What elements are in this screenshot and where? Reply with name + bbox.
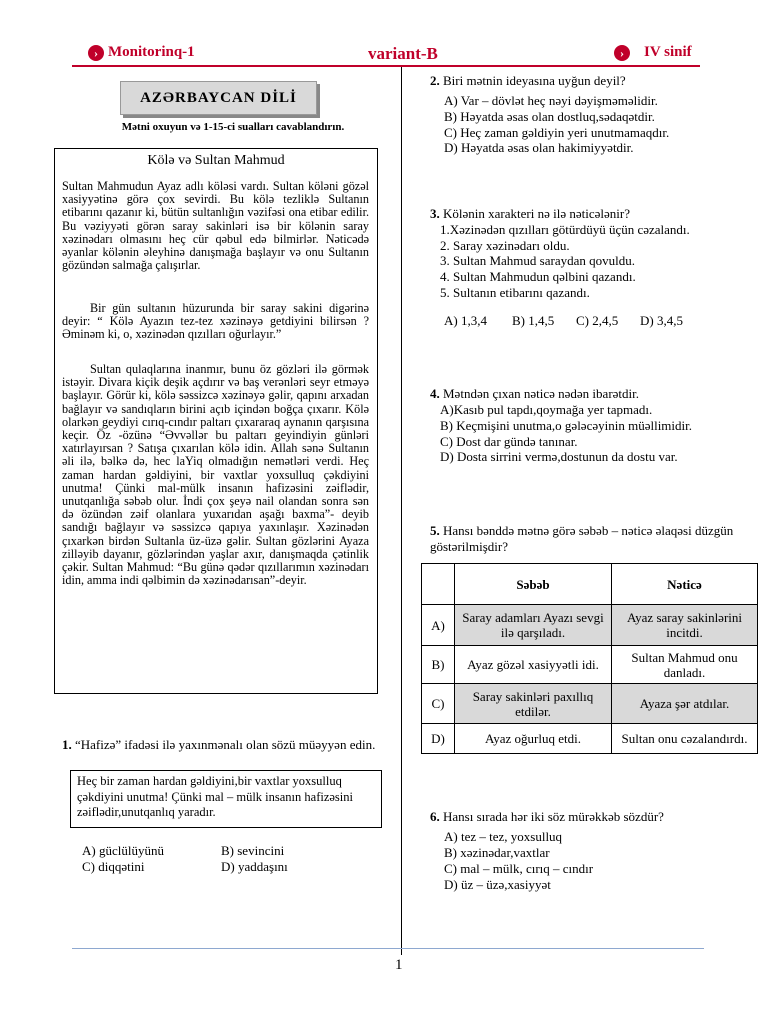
table-header-effect: Nəticə	[612, 564, 758, 605]
question-2: 2. Biri mətnin ideyasına uyğun deyil?	[430, 73, 626, 88]
question-number: 3	[430, 206, 437, 221]
story-paragraph-3	[62, 363, 369, 587]
effect-cell: Ayaz saray sakinlərini incitdi.	[612, 605, 758, 646]
question-5: 5. Hansı bənddə mətnə görə səbəb – nəticə əlaqəsi düzgün göstərilmişdir?	[430, 523, 734, 554]
story-box	[54, 148, 378, 694]
header-center: variant-B	[368, 44, 438, 63]
question-3: 3. Kölənin xarakteri nə ilə nəticələnir?	[430, 206, 630, 221]
story-paragraph-1	[62, 180, 369, 272]
question-text: “Hafizə” ifadəsi ilə yaxınmənalı olan sözü müəyyən edin.	[75, 737, 376, 752]
table-row[interactable]	[422, 684, 758, 724]
list-item: 1.Xəzinədən qızılları götürdüyü üçün cəzalandı.	[440, 222, 690, 237]
list-item: 5. Sultanın etibarını qazandı.	[440, 285, 590, 300]
table-row[interactable]	[422, 724, 758, 754]
table-row[interactable]	[422, 605, 758, 646]
story-title: Kölə və Sultan Mahmud	[147, 153, 285, 168]
row-label: A)	[422, 605, 455, 646]
question-text: Mətndən çıxan nəticə nədən ibarətdir.	[443, 386, 640, 401]
column-divider	[401, 67, 402, 955]
question-number: 1	[62, 737, 69, 752]
option-d[interactable]: D) Dosta sirrini vermə,dostunun da dostu var.	[440, 449, 678, 464]
footer-divider	[72, 948, 704, 949]
subject-title: AZƏRBAYCAN DİLİ	[120, 81, 317, 115]
table-row[interactable]	[422, 646, 758, 684]
option-d[interactable]: D) yaddaşını	[221, 859, 288, 874]
page-number: 1	[395, 957, 403, 973]
cause-cell: Saray adamları Ayazı sevgi ilə qarşıladı.	[455, 605, 612, 646]
row-label: D)	[422, 724, 455, 754]
option-c[interactable]: C) Heç zaman gəldiyin yeri unutmamaqdır.	[444, 125, 670, 140]
row-label: B)	[422, 646, 455, 684]
option-a[interactable]: A)Kasıb pul tapdı,qoymağa yer tapmadı.	[440, 402, 653, 417]
option-d[interactable]: D) Həyatda əsas olan hakimiyyətdir.	[444, 140, 634, 155]
cause-cell: Ayaz gözəl xasiyyətli idi.	[455, 646, 612, 684]
question-text: Hansı bənddə mətnə görə səbəb – nəticə əlaqəsi düzgün göstərilmişdir?	[430, 523, 734, 554]
question-number: 6	[430, 809, 437, 824]
option-b[interactable]: B) xəzinədar,vaxtlar	[444, 845, 550, 860]
question-1: 1. “Hafizə” ifadəsi ilə yaxınmənalı olan sözü müəyyən edin.	[62, 737, 376, 752]
paragraph-text: Sultan Mahmudun Ayaz adlı köləsi vardı. Sultan köləni gözəl xasiyyətinə görə çox sevirdi. Bu kölə tezliklə Sultanın etibarını qazanır ki, bütün sultanlığın vəzifəsi ona etibar edilir. Bu vəziyyəti görən saray sakinləri isə bir kölənin saray xəzinədarı olmasını heç cür qəbul edə bilmirlər. Nəticədə əyanlar kölənin əleyhinə danışmağa başlayır və onu Sultanın gözündən salmağa çalışırlar.	[62, 179, 369, 273]
arrow-right-icon: ›	[614, 45, 630, 61]
option-c[interactable]: C) 2,4,5	[576, 313, 619, 328]
option-b[interactable]: B) sevincini	[221, 843, 285, 858]
option-b[interactable]: B) Keçmişini unutma,o gələcəyinin müəllimidir.	[440, 418, 693, 433]
option-a[interactable]: A) Var – dövlət heç nəyi dəyişməməlidir.	[444, 93, 658, 108]
arrow-right-icon: ›	[88, 45, 104, 61]
option-d[interactable]: D) 3,4,5	[640, 313, 683, 328]
option-a[interactable]: A) 1,3,4	[444, 313, 487, 328]
option-b[interactable]: B) 1,4,5	[512, 313, 555, 328]
table-header-empty	[422, 564, 455, 605]
option-a[interactable]: A) güclülüyünü	[82, 843, 164, 858]
header-left: Monitorinq-1	[108, 44, 195, 60]
quote-text: Heç bir zaman hardan gəldiyini,bir vaxtlar yoxsulluq çəkdiyini unutma! Çünki mal – mülk insanın hafizəsini zəiflədir,unutqanlıq yaradır.	[77, 774, 353, 819]
option-c[interactable]: C) Dost dar gündə tanınar.	[440, 434, 578, 449]
question-text: Kölənin xarakteri nə ilə nəticələnir?	[443, 206, 630, 221]
cause-cell: Ayaz oğurluq etdi.	[455, 724, 612, 754]
question-number: 2	[430, 73, 437, 88]
cause-effect-table	[421, 563, 758, 754]
question-number: 4	[430, 386, 437, 401]
question-6: 6. Hansı sırada hər iki söz mürəkkəb sözdür?	[430, 809, 664, 824]
question-text: Hansı sırada hər iki söz mürəkkəb sözdür?	[443, 809, 664, 824]
paragraph-text: Sultan qulaqlarına inanmır, bunu öz gözləri ilə görmək istəyir. Divara kiçik deşik açdırır və baş verənləri seyr etməyə başlayır. Görür ki, kölə səssizcə xəzinəyə gəlir, qapını arxadan bağlayır və sandıqların birini açıb içindən boğça çıxarır. Kölə olarkən geydiyi cırıq-cındır paltarı çıxararaq aynanın qarşısına keçir. Öz -özünə “Əvvəllər bu paltarı geyindiyin günləri xatırlayırsan ? Satışa çıxarılan kölə idin. Allah sənə Sultanın əli ilə, bəlkə də, hec laYiq olmadığın nemətləri verdi. Heç zaman hardan gəldiyini, bir vaxtlar yoxsulluq çəkdiyini unutma! Çünki mal-mülk insanın hafizəsini zəiflədir, unutqanlığa səbəb olur. İndi çox şeyə nail olandan sonra sən də özündən zəif olanlara yuxarıdan aşağı baxma”- deyib sandığı bağlayır və səssizcə qapıya yaxınlaşır. Xəzinədən çıxarkən birdən Sultanla üz-üzə gəlir. Sultan gözlərini Ayaza zilləyib dayanır, gözlərindən yaşlar axır, danışmaqda çətinlik çəkir. Sultan Mahmud: “Bu günə qədər qızıllarımın xəzinədarı idin, amma indi qəlbimin də xəzinədarısan”-deyir.	[62, 362, 369, 588]
option-b[interactable]: B) Həyatda əsas olan dostluq,sədaqətdir.	[444, 109, 655, 124]
list-item: 3. Sultan Mahmud saraydan qovuldu.	[440, 253, 635, 268]
option-c[interactable]: C) mal – mülk, cırıq – cındır	[444, 861, 594, 876]
effect-cell: Sultan Mahmud onu danladı.	[612, 646, 758, 684]
cause-cell: Saray sakinləri paxıllıq etdilər.	[455, 684, 612, 724]
question-text: Biri mətnin ideyasına uyğun deyil?	[443, 73, 626, 88]
paragraph-text: Bir gün sultanın hüzurunda bir saray sakini digərinə deyir: “ Kölə Ayazın tez-tez xəzinəyə getdiyini bilirsən ? Əminəm ki, o, xəzinədən qızılları oğurlayır.”	[62, 301, 369, 342]
option-d[interactable]: D) üz – üzə,xasiyyət	[444, 877, 551, 892]
question-4: 4. Mətndən çıxan nəticə nədən ibarətdir.	[430, 386, 640, 401]
header-divider	[72, 65, 700, 67]
header-right: IV sinif	[644, 44, 692, 60]
list-item: 2. Saray xəzinədarı oldu.	[440, 238, 570, 253]
list-item: 4. Sultan Mahmudun qəlbini qazandı.	[440, 269, 636, 284]
question-number: 5	[430, 523, 437, 538]
option-a[interactable]: A) tez – tez, yoxsulluq	[444, 829, 563, 844]
table-header-cause: Səbəb	[455, 564, 612, 605]
effect-cell: Sultan onu cəzalandırdı.	[612, 724, 758, 754]
effect-cell: Ayaza şər atdılar.	[612, 684, 758, 724]
instruction: Mətni oxuyun və 1-15-ci sualları cavablandırın.	[121, 121, 345, 133]
quote-box	[70, 770, 382, 828]
story-paragraph-2	[62, 302, 369, 342]
option-c[interactable]: C) diqqətini	[82, 859, 145, 874]
row-label: C)	[422, 684, 455, 724]
